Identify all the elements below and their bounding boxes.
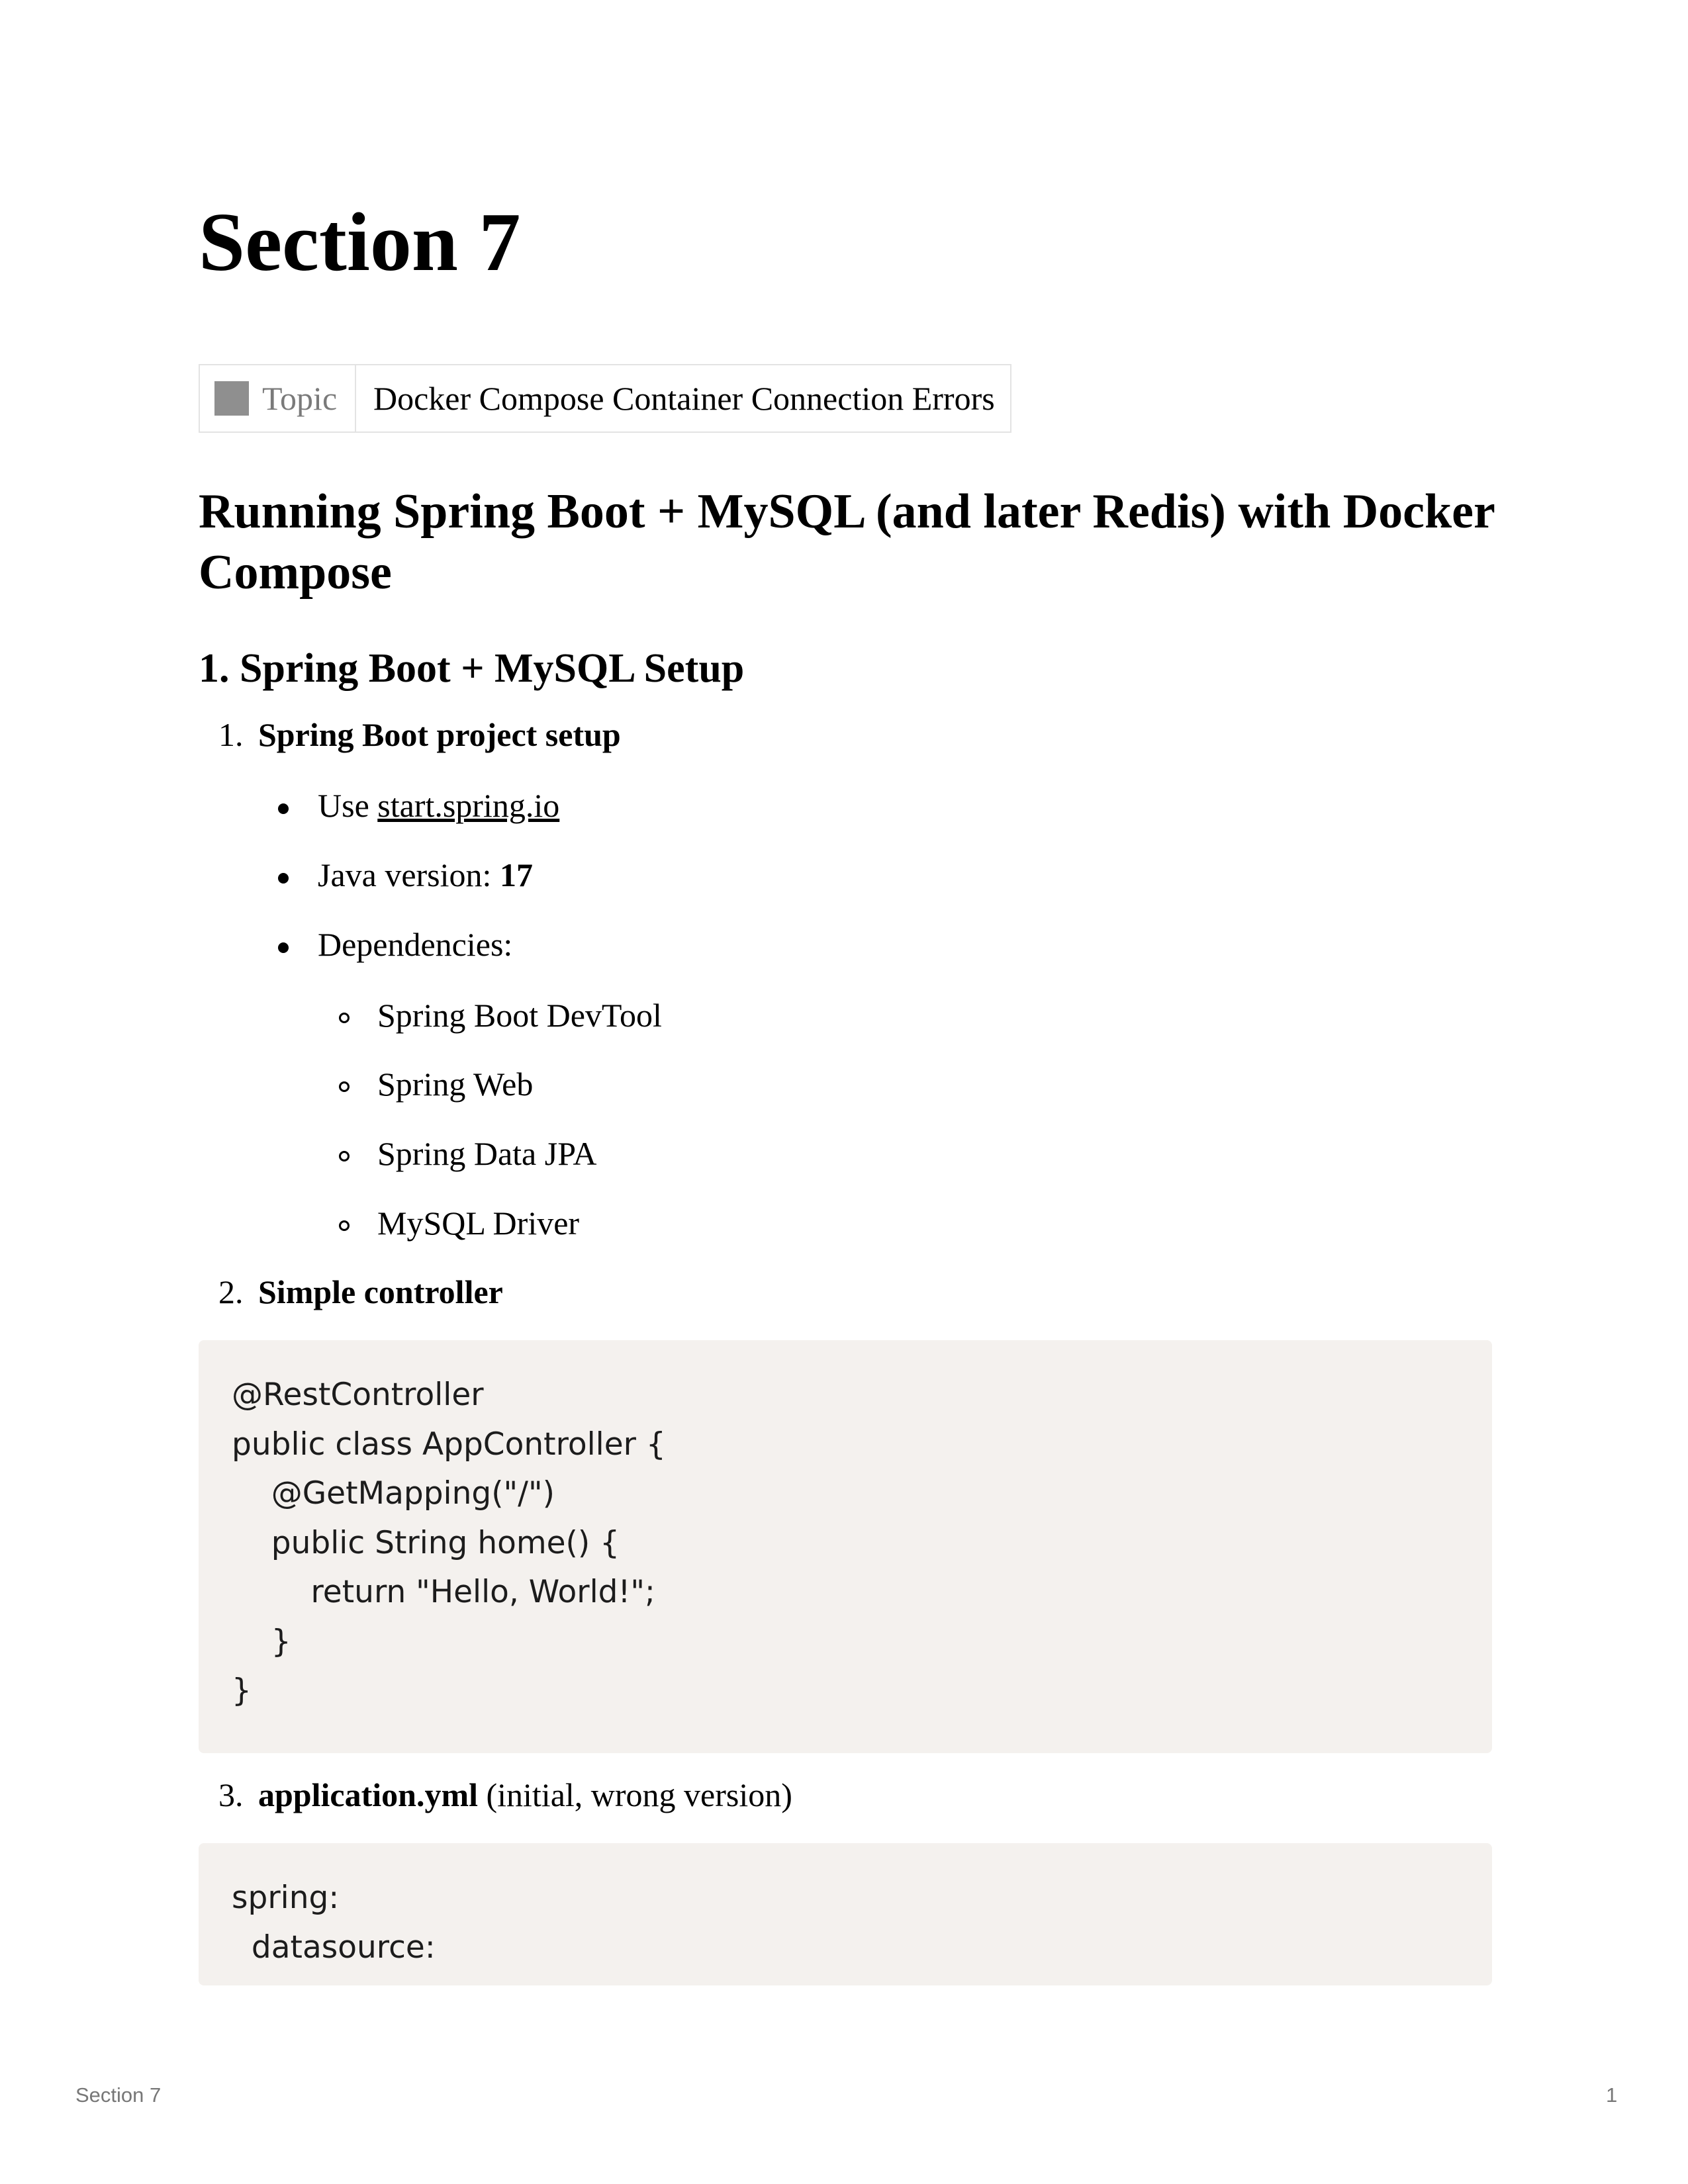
section-heading: 1. Spring Boot + MySQL Setup — [199, 646, 745, 691]
step-1 — [218, 713, 621, 756]
step-suffix: (initial, wrong version) — [477, 1776, 792, 1813]
step-number: 3. — [218, 1776, 244, 1813]
property-type-icon — [214, 381, 249, 416]
step-title: Simple controller — [258, 1273, 503, 1310]
list-text: Use — [318, 787, 378, 824]
dependency-item: Spring Boot DevTool — [377, 997, 662, 1034]
topic-property-row — [199, 364, 1011, 433]
code-text: @RestController public class AppController { @GetMapping("/") public String home() { return "Hello, World!"; } } — [232, 1377, 666, 1709]
dependency-item: Spring Data JPA — [377, 1135, 597, 1172]
code-block-yaml — [199, 1843, 1492, 1985]
code-block-controller — [199, 1340, 1492, 1753]
step-number: 1. — [218, 716, 244, 753]
list-item-use — [318, 784, 559, 827]
code-text: spring: datasource: — [232, 1880, 436, 1966]
bullet-icon — [278, 942, 289, 953]
property-value: Docker Compose Container Connection Errors — [373, 380, 995, 417]
dependency-item: Spring Web — [377, 1066, 534, 1103]
circle-bullet-icon — [339, 1220, 350, 1231]
footer-section-label: Section 7 — [75, 2083, 162, 2107]
step-title: Spring Boot project setup — [258, 716, 621, 753]
circle-bullet-icon — [339, 1151, 350, 1161]
dependency-item: MySQL Driver — [377, 1205, 580, 1242]
step-number: 2. — [218, 1273, 244, 1310]
footer-page-number: 1 — [1606, 2083, 1618, 2107]
property-label: Topic — [262, 380, 338, 417]
start-spring-link[interactable]: start.spring.io — [377, 787, 560, 824]
bullet-icon — [278, 803, 289, 814]
list-item-dependencies: Dependencies: — [318, 926, 513, 963]
main-heading: Running Spring Boot + MySQL (and later Redis) with Docker Compose — [199, 484, 1495, 600]
step-3 — [218, 1774, 792, 1816]
circle-bullet-icon — [339, 1081, 350, 1092]
bullet-icon — [278, 873, 289, 884]
list-item-java — [318, 854, 533, 896]
step-2 — [218, 1271, 503, 1313]
java-version-value: 17 — [499, 856, 533, 893]
list-text: Java version: — [318, 856, 500, 893]
property-key — [200, 365, 356, 432]
circle-bullet-icon — [339, 1013, 350, 1023]
page-title: Section 7 — [199, 197, 521, 289]
step-title: application.yml — [258, 1776, 478, 1813]
